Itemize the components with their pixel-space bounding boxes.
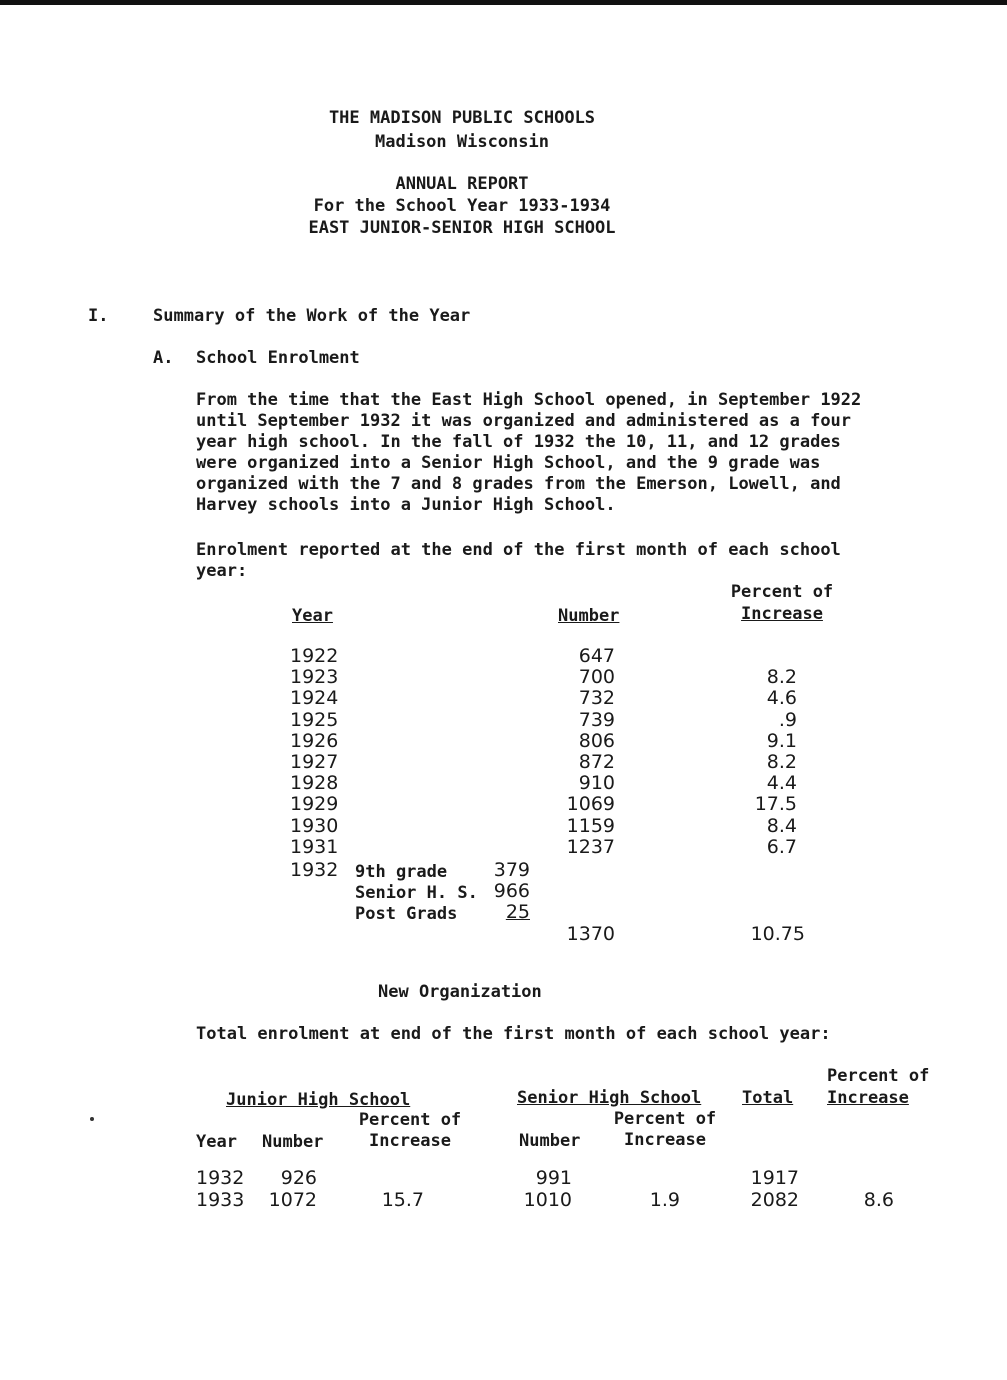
header-location: Madison Wisconsin (375, 132, 549, 152)
enrolment-intro: Enrolment reported at the end of the first month of each school year: (196, 540, 841, 581)
table1-row-number: 732 (578, 687, 615, 709)
header-report: ANNUAL REPORT (395, 174, 529, 194)
table2-row-sr-number: 991 (535, 1167, 572, 1189)
section-title: Summary of the Work of the Year (153, 306, 471, 326)
total-intro: Total enrolment at end of the first month of each school year: (196, 1024, 831, 1044)
table1-row-percent: 4.4 (766, 772, 797, 794)
table1-row-percent: 4.6 (766, 687, 797, 709)
table1-row-year: 1923 (290, 666, 339, 688)
breakdown-value-1: 966 (493, 880, 530, 902)
table1-row-year: 1931 (290, 836, 339, 858)
page-top-border (0, 0, 1007, 5)
section-number: I. (88, 306, 109, 326)
breakdown-label-1: Senior H. S. (355, 883, 478, 903)
table1-row-year: 1926 (290, 730, 339, 752)
table2-senior-header: Senior High School (517, 1088, 702, 1108)
table2-row-sr-number: 1010 (523, 1189, 572, 1211)
table1-row-percent: 8.2 (766, 751, 797, 773)
table2-row-total: 2082 (750, 1189, 799, 1211)
table2-percent-header-2: Increase (827, 1088, 909, 1108)
breakdown-label-0: 9th grade (355, 862, 448, 882)
table2-percent-header-1: Percent of (827, 1066, 930, 1086)
table1-row-number: 1237 (566, 836, 615, 858)
table1-percent-1932: 10.75 (750, 923, 805, 945)
table1-row-number: 1159 (566, 815, 615, 837)
table1-row-number: 739 (578, 709, 615, 731)
table1-row-year: 1930 (290, 815, 339, 837)
table2-sr-number-subheader: Number (519, 1131, 581, 1151)
table2-jr-percent-subheader-1: Percent of (358, 1110, 462, 1130)
table1-row-year: 1927 (290, 751, 339, 773)
table1-row-year: 1925 (290, 709, 339, 731)
breakdown-label-2: Post Grads (355, 904, 458, 924)
table1-year-1932: 1932 (290, 859, 339, 881)
breakdown-value-2: 25 (505, 901, 530, 923)
table2-sr-percent-subheader-2: Increase (624, 1130, 706, 1150)
table1-row-year: 1922 (290, 645, 339, 667)
header-school-year: For the School Year 1933-1934 (313, 196, 611, 216)
table1-percent-header-1: Percent of (730, 582, 834, 602)
intro-paragraph: From the time that the East High School opened, in September 1922 until September 1932 it was organized and administered as a four year high school. In the fall of 1932 the 10, 11, and 12 grades were organized into a Senior High School, and the 9 grade was organized with the 7 and 8 grades from the Emerson, Lowell, and Harvey schools into a Junior High School. (196, 390, 862, 515)
table1-row-year: 1928 (290, 772, 339, 794)
table1-row-percent: 8.2 (766, 666, 797, 688)
table1-row-percent: 6.7 (766, 836, 797, 858)
table1-number-header: Number (558, 606, 620, 626)
table2-row-jr-number: 1072 (268, 1189, 317, 1211)
table2-jr-percent-subheader-2: Increase (369, 1131, 451, 1151)
table1-row-number: 700 (578, 666, 615, 688)
table1-percent-header-2: Increase (741, 604, 823, 624)
table2-sr-percent-subheader-1: Percent of (613, 1109, 717, 1129)
table1-row-year: 1929 (290, 793, 339, 815)
table2-jr-number-subheader: Number (262, 1132, 324, 1152)
new-org-title: New Organization (378, 982, 542, 1002)
table2-year-subheader: Year (196, 1132, 237, 1152)
table1-row-number: 647 (578, 645, 615, 667)
table1-row-number: 910 (578, 772, 615, 794)
subsection-title: School Enrolment (196, 348, 360, 368)
table1-row-number: 806 (578, 730, 615, 752)
table1-year-header: Year (292, 606, 333, 626)
table2-row-jr-number: 926 (280, 1167, 317, 1189)
table2-junior-header: Junior High School (226, 1090, 411, 1110)
table2-row-total: 1917 (750, 1167, 799, 1189)
table1-row-year: 1924 (290, 687, 339, 709)
table1-row-percent: 17.5 (754, 793, 797, 815)
table1-row-number: 872 (578, 751, 615, 773)
subsection-letter: A. (153, 348, 174, 368)
table2-total-header: Total (742, 1088, 794, 1108)
breakdown-value-0: 379 (493, 859, 530, 881)
table2-row-year: 1933 (196, 1189, 245, 1211)
header-org: THE MADISON PUBLIC SCHOOLS (328, 108, 596, 128)
table1-row-number: 1069 (566, 793, 615, 815)
margin-mark (90, 1117, 94, 1121)
table1-row-percent: .9 (778, 709, 797, 731)
header-school: EAST JUNIOR-SENIOR HIGH SCHOOL (308, 218, 616, 238)
table2-row-year: 1932 (196, 1167, 245, 1189)
table2-row-total-percent: 8.6 (863, 1189, 894, 1211)
table1-row-percent: 8.4 (766, 815, 797, 837)
table1-total-1932: 1370 (566, 923, 615, 945)
table1-row-percent: 9.1 (766, 730, 797, 752)
table2-row-sr-percent: 1.9 (649, 1189, 680, 1211)
table2-row-jr-percent: 15.7 (381, 1189, 424, 1211)
